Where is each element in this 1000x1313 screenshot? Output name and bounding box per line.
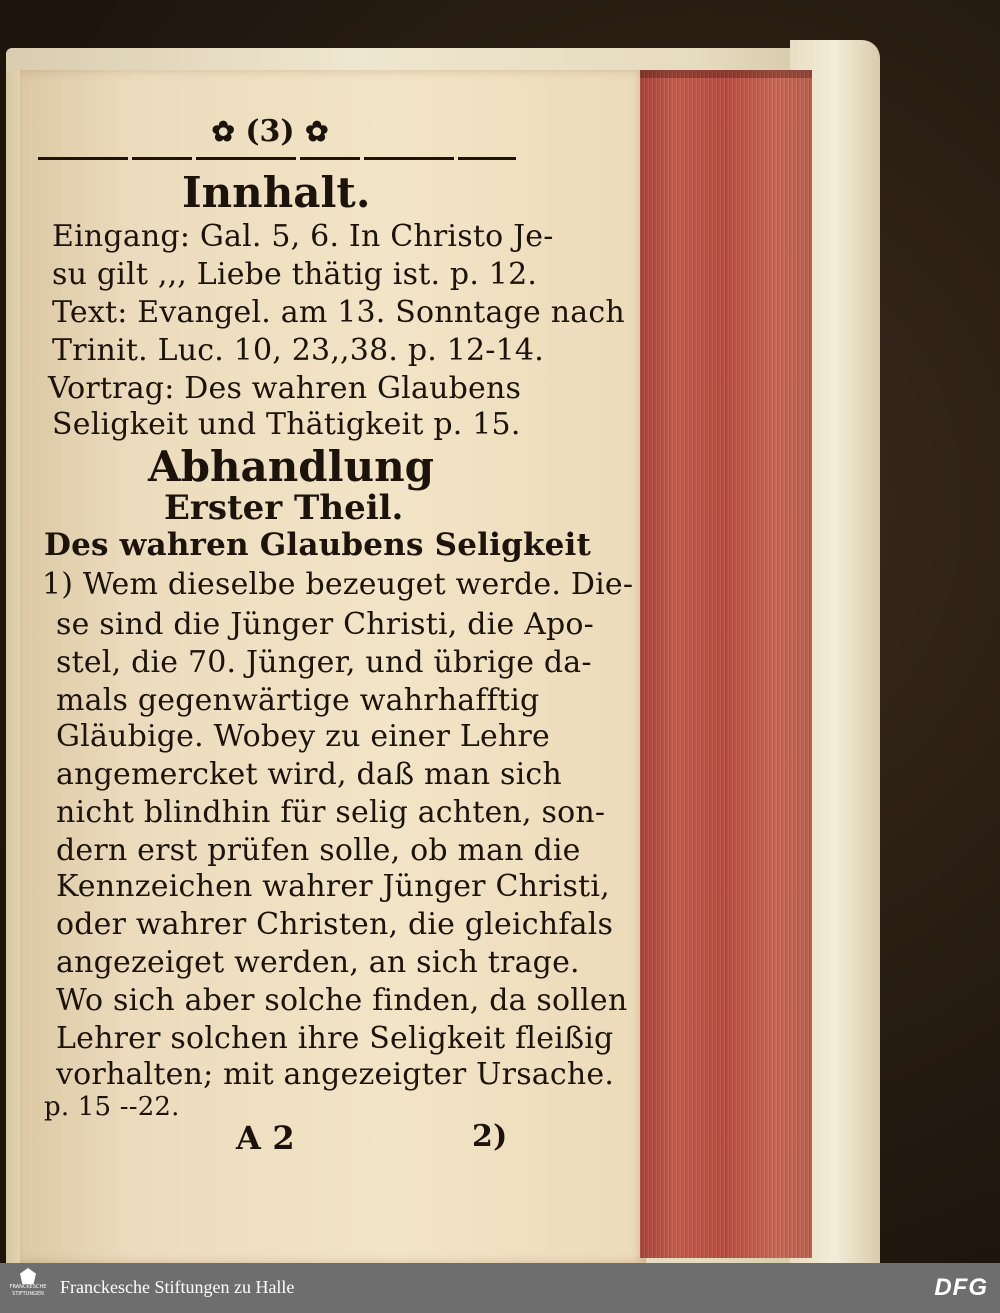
section-heading: Abhandlung — [148, 442, 435, 491]
franckesche-logo[interactable]: FRANCKESCHE STIFTUNGEN — [6, 1268, 50, 1308]
body-line: p. 15 --22. — [44, 1092, 180, 1122]
body-line: nicht blindhin für selig achten, son- — [56, 795, 606, 830]
body-line: Kennzeichen wahrer Jünger Christi, — [56, 869, 610, 904]
text-line: Trinit. Luc. 10, 23,,38. p. 12-14. — [52, 333, 544, 368]
part-heading: Erster Theil. — [164, 488, 404, 528]
page-title: Innhalt. — [182, 168, 371, 217]
body-line: Gläubige. Wobey zu einer Lehre — [56, 719, 550, 754]
body-line: se sind die Jünger Christi, die Apo- — [56, 607, 595, 642]
header-rule — [38, 157, 128, 160]
body-line: Lehrer solchen ihre Seligkeit fleißig — [56, 1021, 614, 1056]
body-line: vorhalten; mit angezeigter Ursache. — [56, 1057, 615, 1092]
institution-name: Franckesche Stiftungen zu Halle — [60, 1277, 295, 1297]
part-subheading: Des wahren Glaubens Seligkeit — [44, 527, 592, 563]
body-line: mals gegenwärtige wahrhafftig — [56, 683, 540, 718]
text-line: Seligkeit und Thätigkeit p. 15. — [52, 407, 521, 442]
ornament-left-icon: ✿ — [211, 115, 235, 148]
body-line: stel, die 70. Jünger, und übrige da- — [56, 645, 592, 680]
page-header — [190, 114, 350, 149]
body-line: angezeiget werden, an sich trage. — [56, 945, 580, 980]
catchword: 2) — [472, 1119, 508, 1154]
body-line: oder wahrer Christen, die gleichfals — [56, 907, 614, 942]
red-page-edges — [640, 70, 812, 1258]
ornament-right-icon: ✿ — [305, 115, 329, 148]
text-line: Text: Evangel. am 13. Sonntage nach — [52, 295, 625, 330]
page-number: (3) — [245, 114, 295, 149]
dfg-logo[interactable]: DFG — [934, 1274, 988, 1301]
text-line: Vortrag: Des wahren Glaubens — [48, 371, 522, 406]
text-line: Eingang: Gal. 5, 6. In Christo Je- — [52, 219, 554, 254]
viewer-footer — [0, 1263, 1000, 1313]
body-line: 1) Wem dieselbe bezeuget werde. Die- — [42, 567, 634, 602]
crest-icon — [20, 1268, 36, 1284]
body-line: angemercket wird, daß man sich — [56, 757, 562, 792]
signature-mark: A 2 — [236, 1119, 295, 1157]
body-line: Wo sich aber solche finden, da sollen — [56, 983, 628, 1018]
body-line: dern erst prüfen solle, ob man die — [56, 833, 581, 868]
text-line: su gilt ,,, Liebe thätig ist. p. 12. — [52, 257, 538, 292]
